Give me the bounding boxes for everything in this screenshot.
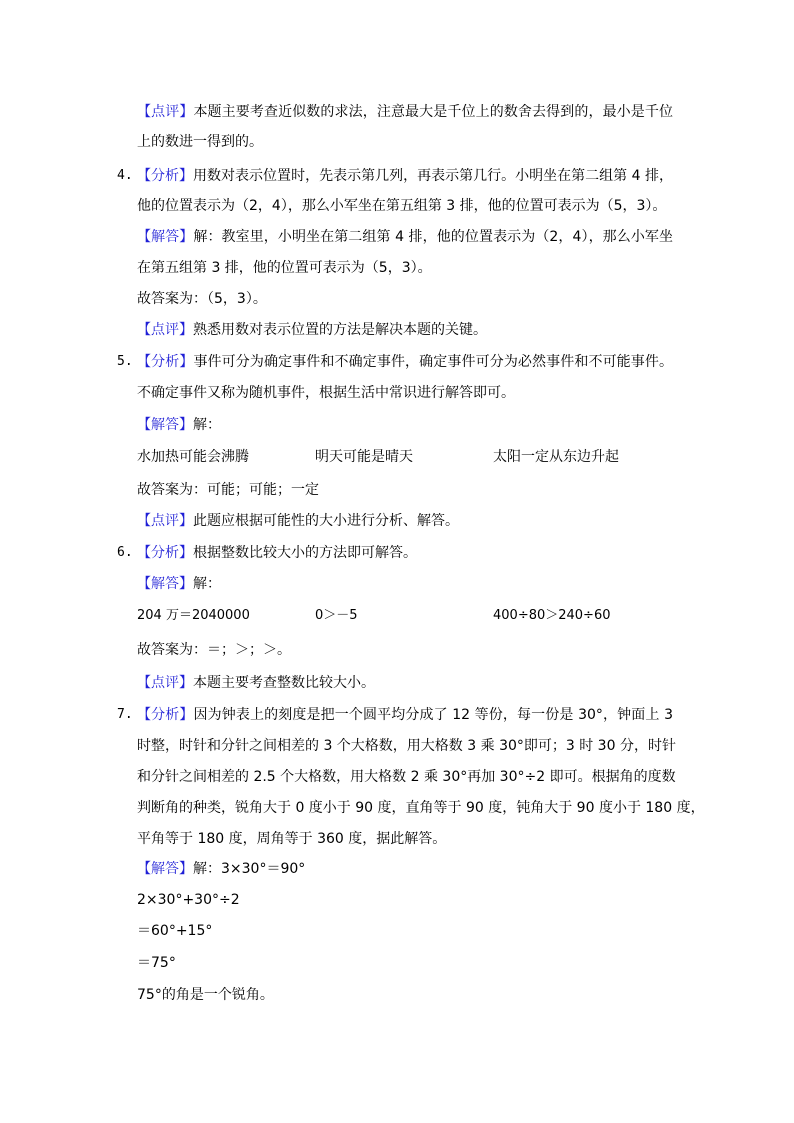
analysis-tag: 【分析】 bbox=[137, 168, 194, 184]
review-tag: 【点评】 bbox=[137, 513, 193, 529]
q6-solution bbox=[137, 574, 221, 594]
q7-analysis-line-1 bbox=[137, 705, 673, 725]
question-number: 6. bbox=[117, 545, 133, 560]
analysis-text: 用数对表示位置时，先表示第几列，再表示第几行。小明坐在第二组第 4 排， bbox=[193, 168, 674, 184]
q4-review bbox=[137, 320, 487, 340]
analysis-text: 事件可分为确定事件和不确定事件，确定事件可分为必然事件和不可能事件。 bbox=[193, 354, 674, 370]
q7-step: 2×30°+30°÷2 bbox=[137, 892, 240, 908]
solution-text: 解：教室里，小明坐在第二组第 4 排，他的位置表示为（2，4），那么小军坐 bbox=[193, 229, 674, 245]
q3-review-line-1 bbox=[137, 102, 673, 122]
analysis-tag: 【分析】 bbox=[137, 707, 194, 723]
q5-answer: 故答案为：可能；可能；一定 bbox=[137, 482, 319, 498]
q7-step: ＝75° bbox=[137, 955, 176, 971]
solution-tag: 【解答】 bbox=[137, 417, 193, 433]
review-tag: 【点评】 bbox=[137, 322, 193, 338]
q5-item: 水加热可能会沸腾 bbox=[137, 449, 249, 465]
question-number: 7. bbox=[117, 707, 133, 722]
q5-analysis-line-2: 不确定事件又称为随机事件，根据生活中常识进行解答即可。 bbox=[137, 385, 515, 401]
analysis-text: 因为钟表上的刻度是把一个圆平均分成了 12 等份，每一份是 30°，钟面上 3 bbox=[193, 707, 674, 723]
q6-item: 204 万＝2040000 bbox=[137, 608, 250, 623]
analysis-tag: 【分析】 bbox=[137, 545, 193, 561]
q4-analysis-line-1 bbox=[137, 166, 673, 186]
question-number: 4. bbox=[117, 168, 133, 183]
review-text: 本题主要考查近似数的求法，注意最大是千位上的数舍去得到的，最小是千位 bbox=[193, 104, 674, 120]
q5-item: 太阳一定从东边升起 bbox=[493, 449, 619, 465]
solution-text: 解： bbox=[193, 576, 221, 592]
analysis-text: 根据整数比较大小的方法即可解答。 bbox=[193, 545, 417, 561]
review-text: 此题应根据可能性的大小进行分析、解答。 bbox=[193, 513, 459, 529]
q7-step: ＝60°+15° bbox=[137, 923, 213, 939]
q6-answer: 故答案为：＝；＞；＞。 bbox=[137, 642, 291, 658]
solution-text: 解：3×30°＝90° bbox=[193, 861, 306, 877]
q7-analysis-line-5: 平角等于 180 度，周角等于 360 度，据此解答。 bbox=[137, 831, 447, 847]
q6-review bbox=[137, 673, 375, 693]
q5-review bbox=[137, 511, 459, 531]
q4-answer: 故答案为：（5，3）。 bbox=[137, 291, 267, 307]
solution-tag: 【解答】 bbox=[137, 576, 193, 592]
q5-analysis-line-1 bbox=[137, 352, 673, 372]
q7-analysis-line-3: 和分针之间相差的 2.5 个大格数，用大格数 2 乘 30°再加 30°÷2 即可。根据角的度数 bbox=[137, 769, 676, 785]
question-number: 5. bbox=[117, 354, 133, 369]
q6-item: 0＞－5 bbox=[315, 608, 358, 623]
review-tag: 【点评】 bbox=[137, 104, 194, 120]
review-text: 熟悉用数对表示位置的方法是解决本题的关键。 bbox=[193, 322, 487, 338]
q7-step: 75°的角是一个锐角。 bbox=[137, 987, 274, 1003]
q7-analysis-line-2: 时整，时针和分针之间相差的 3 个大格数，用大格数 3 乘 30°即可；3 时 30 分，时针 bbox=[137, 738, 676, 754]
review-text: 本题主要考查整数比较大小。 bbox=[193, 675, 375, 691]
q7-analysis-line-4: 判断角的种类，锐角大于 0 度小于 90 度，直角等于 90 度，钝角大于 90 度小于 180 度， bbox=[137, 800, 705, 816]
solution-text: 解： bbox=[193, 417, 221, 433]
q7-solution bbox=[137, 859, 305, 879]
solution-tag: 【解答】 bbox=[137, 861, 193, 877]
q4-solution-line-2: 在第五组第 3 排，他的位置可表示为（5，3）。 bbox=[137, 260, 432, 276]
q5-item: 明天可能是晴天 bbox=[315, 449, 413, 465]
analysis-tag: 【分析】 bbox=[137, 354, 194, 370]
q3-review-line-2: 上的数进一得到的。 bbox=[137, 134, 263, 150]
q4-analysis-line-2: 他的位置表示为（2，4），那么小军坐在第五组第 3 排，他的位置可表示为（5，3）。 bbox=[137, 198, 667, 214]
q6-analysis bbox=[137, 543, 417, 563]
q4-solution-line-1 bbox=[137, 227, 673, 247]
q6-item: 400÷80＞240÷60 bbox=[493, 608, 611, 623]
review-tag: 【点评】 bbox=[137, 675, 193, 691]
q5-solution bbox=[137, 415, 221, 435]
solution-tag: 【解答】 bbox=[137, 229, 194, 245]
